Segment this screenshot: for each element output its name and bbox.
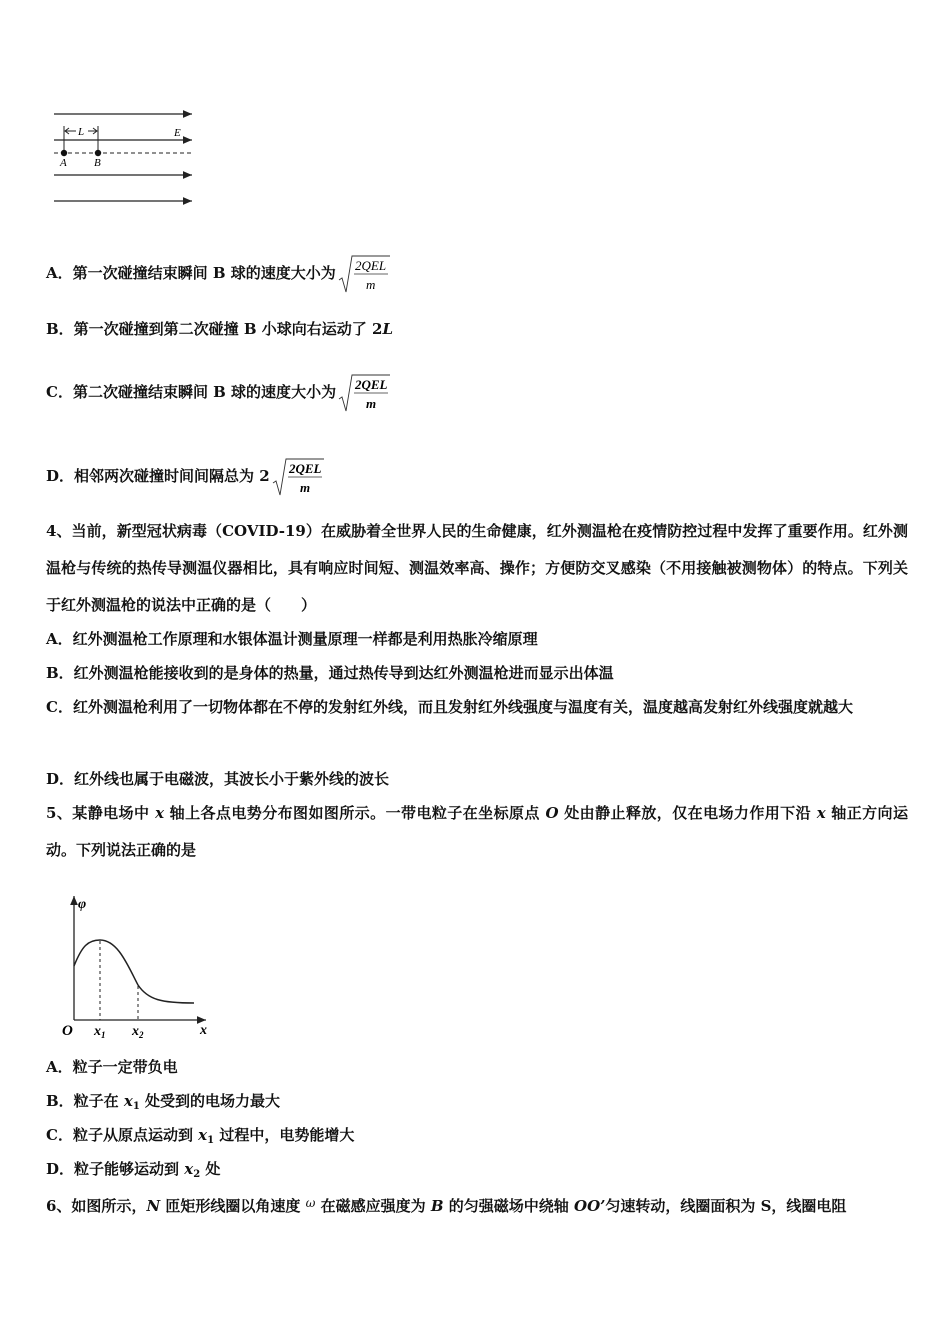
- potential-curve: [74, 940, 194, 1003]
- q4-option-c: C．红外测温枪利用了一切物体都在不停的发射红外线，而且发射红外线强度与温度有关，温度越高发射红外线强度就越大: [46, 698, 853, 716]
- label-B: B: [94, 157, 101, 169]
- x1-label: $x_1$: [94, 1024, 106, 1040]
- x-axis-label: x: [200, 1023, 207, 1038]
- q4-option-a: A．红外测温枪工作原理和水银体温计测量原理一样都是利用热胀冷缩原理: [46, 630, 538, 648]
- q3-option-c: C．第二次碰撞结束瞬间 B 球的速度大小为 2QEL m: [46, 371, 390, 415]
- q5-option-b: B．粒子在 $x_1$ 处受到的电场力最大: [46, 1092, 281, 1112]
- svg-text:m: m: [366, 396, 377, 411]
- q5-option-a: A．粒子一定带负电: [46, 1058, 178, 1076]
- svg-text:2QEL: 2QEL: [354, 258, 386, 273]
- q3-option-b: B．第一次碰撞到第二次碰撞 B 小球向右运动了 2L: [46, 320, 394, 338]
- label-A: A: [60, 157, 67, 169]
- svg-text:2QEL: 2QEL: [355, 377, 388, 392]
- q4-stem: 4、当前，新型冠状病毒（COVID-19）在威胁着全世界人民的生命健康，红外测温枪在疫情防控过程中发挥了重要作用。红外测温枪与传统的热传导测温仪器相比，具有响应时间短、测温效率高、操作；方便防交叉感染（不用接触被测物体）的特点。下列关于红外测温枪的说法中正确的是（ ）: [46, 522, 908, 614]
- ball-B: [95, 150, 101, 156]
- electric-field-figure: [50, 104, 200, 208]
- y-label-phi: φ: [78, 897, 87, 912]
- q4-option-d: D．红外线也属于电磁波，其波长小于紫外线的波长: [46, 770, 390, 788]
- ball-A: [61, 150, 67, 156]
- sqrt-expression: [338, 371, 390, 415]
- svg-text:2QEL: 2QEL: [288, 461, 322, 476]
- q3-option-d: D．相邻两次碰撞时间间隔总为 2 2QEL m: [46, 455, 324, 499]
- x2-label: $x_2$: [132, 1024, 144, 1040]
- label-L: L: [78, 126, 85, 138]
- label-E: E: [174, 127, 181, 139]
- q6-stem: 6、如图所示，N 匝矩形线圈以角速度 $^\omega$ 在磁感应强度为 B 的匀强磁场中绕轴 OO’匀速转动，线圈面积为 S，线圈电阻: [46, 1196, 847, 1215]
- origin-label: O: [62, 1023, 73, 1039]
- sqrt-expression: [272, 455, 324, 499]
- svg-text:m: m: [299, 480, 310, 495]
- svg-text:m: m: [365, 277, 376, 292]
- sqrt-expression: [338, 252, 390, 296]
- q5-option-c: C．粒子从原点运动到 $x_1$ 过程中，电势能增大: [46, 1126, 355, 1146]
- q5-stem: 5、某静电场中 x 轴上各点电势分布图如图所示。一带电粒子在坐标原点 O 处由静止释放，仅在电场力作用下沿 x 轴正方向运动。下列说法正确的是: [46, 804, 908, 859]
- q3-option-a: A．第一次碰撞结束瞬间 B 球的速度大小为 2QEL m: [46, 252, 390, 296]
- q5-option-d: D．粒子能够运动到 $x_2$ 处: [46, 1160, 221, 1180]
- potential-graph: [58, 888, 218, 1040]
- q4-option-b: B．红外测温枪能接收到的是身体的热量，通过热传导到达红外测温枪进而显示出体温: [46, 664, 614, 682]
